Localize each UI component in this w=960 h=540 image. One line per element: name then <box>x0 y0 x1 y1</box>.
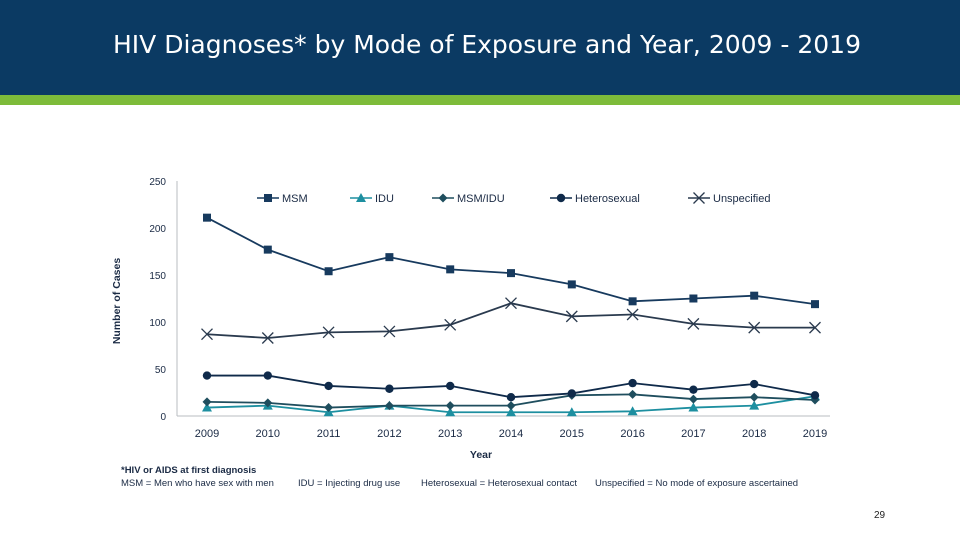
legend-marker-msm <box>264 194 272 202</box>
point-heterosexual <box>568 389 576 397</box>
point-msm <box>264 246 272 254</box>
x-tick-label: 2016 <box>620 428 645 440</box>
x-tick-label: 2017 <box>681 428 706 440</box>
point-heterosexual <box>385 385 393 393</box>
y-tick-label: 100 <box>149 318 166 329</box>
legend-marker-msm-idu <box>439 194 448 203</box>
definition-msm: MSM = Men who have sex with men <box>121 478 274 489</box>
point-msm <box>385 253 393 261</box>
point-msm <box>203 214 211 222</box>
x-tick-label: 2019 <box>802 428 828 440</box>
legend-label-msm: MSM <box>282 193 308 205</box>
definition-unspecified: Unspecified = No mode of exposure ascertained <box>595 478 799 489</box>
y-tick-label: 150 <box>149 271 166 282</box>
point-msm <box>689 295 697 303</box>
y-tick-label: 50 <box>154 365 166 376</box>
point-msm <box>568 280 576 288</box>
point-msm-idu <box>750 393 759 402</box>
point-heterosexual <box>446 382 454 390</box>
legend-label-unspecified: Unspecified <box>713 193 771 205</box>
point-msm <box>446 265 454 273</box>
point-msm-idu <box>689 395 698 404</box>
point-heterosexual <box>507 393 515 401</box>
x-tick-label: 2018 <box>741 428 767 440</box>
y-tick-label: 0 <box>160 412 166 423</box>
point-msm <box>629 297 637 305</box>
point-heterosexual <box>628 379 636 387</box>
legend-marker-heterosexual <box>557 194 565 202</box>
point-heterosexual <box>264 371 272 379</box>
point-heterosexual <box>203 371 211 379</box>
x-tick-label: 2013 <box>437 428 463 440</box>
point-msm-idu <box>203 397 212 406</box>
point-msm <box>325 267 333 275</box>
y-tick-label: 200 <box>149 224 166 235</box>
definition-heterosexual: Heterosexual = Heterosexual contact <box>421 478 578 489</box>
legend-label-heterosexual: Heterosexual <box>575 193 640 205</box>
x-tick-label: 2014 <box>498 428 524 440</box>
point-msm-idu <box>628 390 637 399</box>
x-tick-label: 2011 <box>316 428 341 440</box>
point-heterosexual <box>750 380 758 388</box>
point-msm <box>750 292 758 300</box>
definition-idu: IDU = Injecting drug use <box>298 478 401 489</box>
x-tick-label: 2012 <box>377 428 402 440</box>
x-tick-label: 2015 <box>559 428 585 440</box>
legend-label-idu: IDU <box>375 193 394 205</box>
point-msm-idu <box>324 403 333 412</box>
point-msm <box>811 300 819 308</box>
series-line-unspecified <box>207 303 815 338</box>
series-line-msm <box>207 218 815 304</box>
y-tick-label: 250 <box>149 177 166 188</box>
legend-label-msm-idu: MSM/IDU <box>457 193 505 205</box>
point-msm-idu <box>507 401 516 410</box>
point-heterosexual <box>811 391 819 399</box>
y-axis-title: Number of Cases <box>111 257 123 345</box>
point-heterosexual <box>689 385 697 393</box>
x-tick-label: 2010 <box>255 428 281 440</box>
x-tick-label: 2009 <box>194 428 220 440</box>
point-msm-idu <box>446 401 455 410</box>
point-heterosexual <box>324 382 332 390</box>
point-msm <box>507 269 515 277</box>
page-number: 29 <box>874 510 886 521</box>
slide-title: HIV Diagnoses* by Mode of Exposure and Year, 2009 - 2019 <box>113 30 861 59</box>
x-axis-title: Year <box>469 449 493 461</box>
footnote: *HIV or AIDS at first diagnosis <box>121 465 257 476</box>
